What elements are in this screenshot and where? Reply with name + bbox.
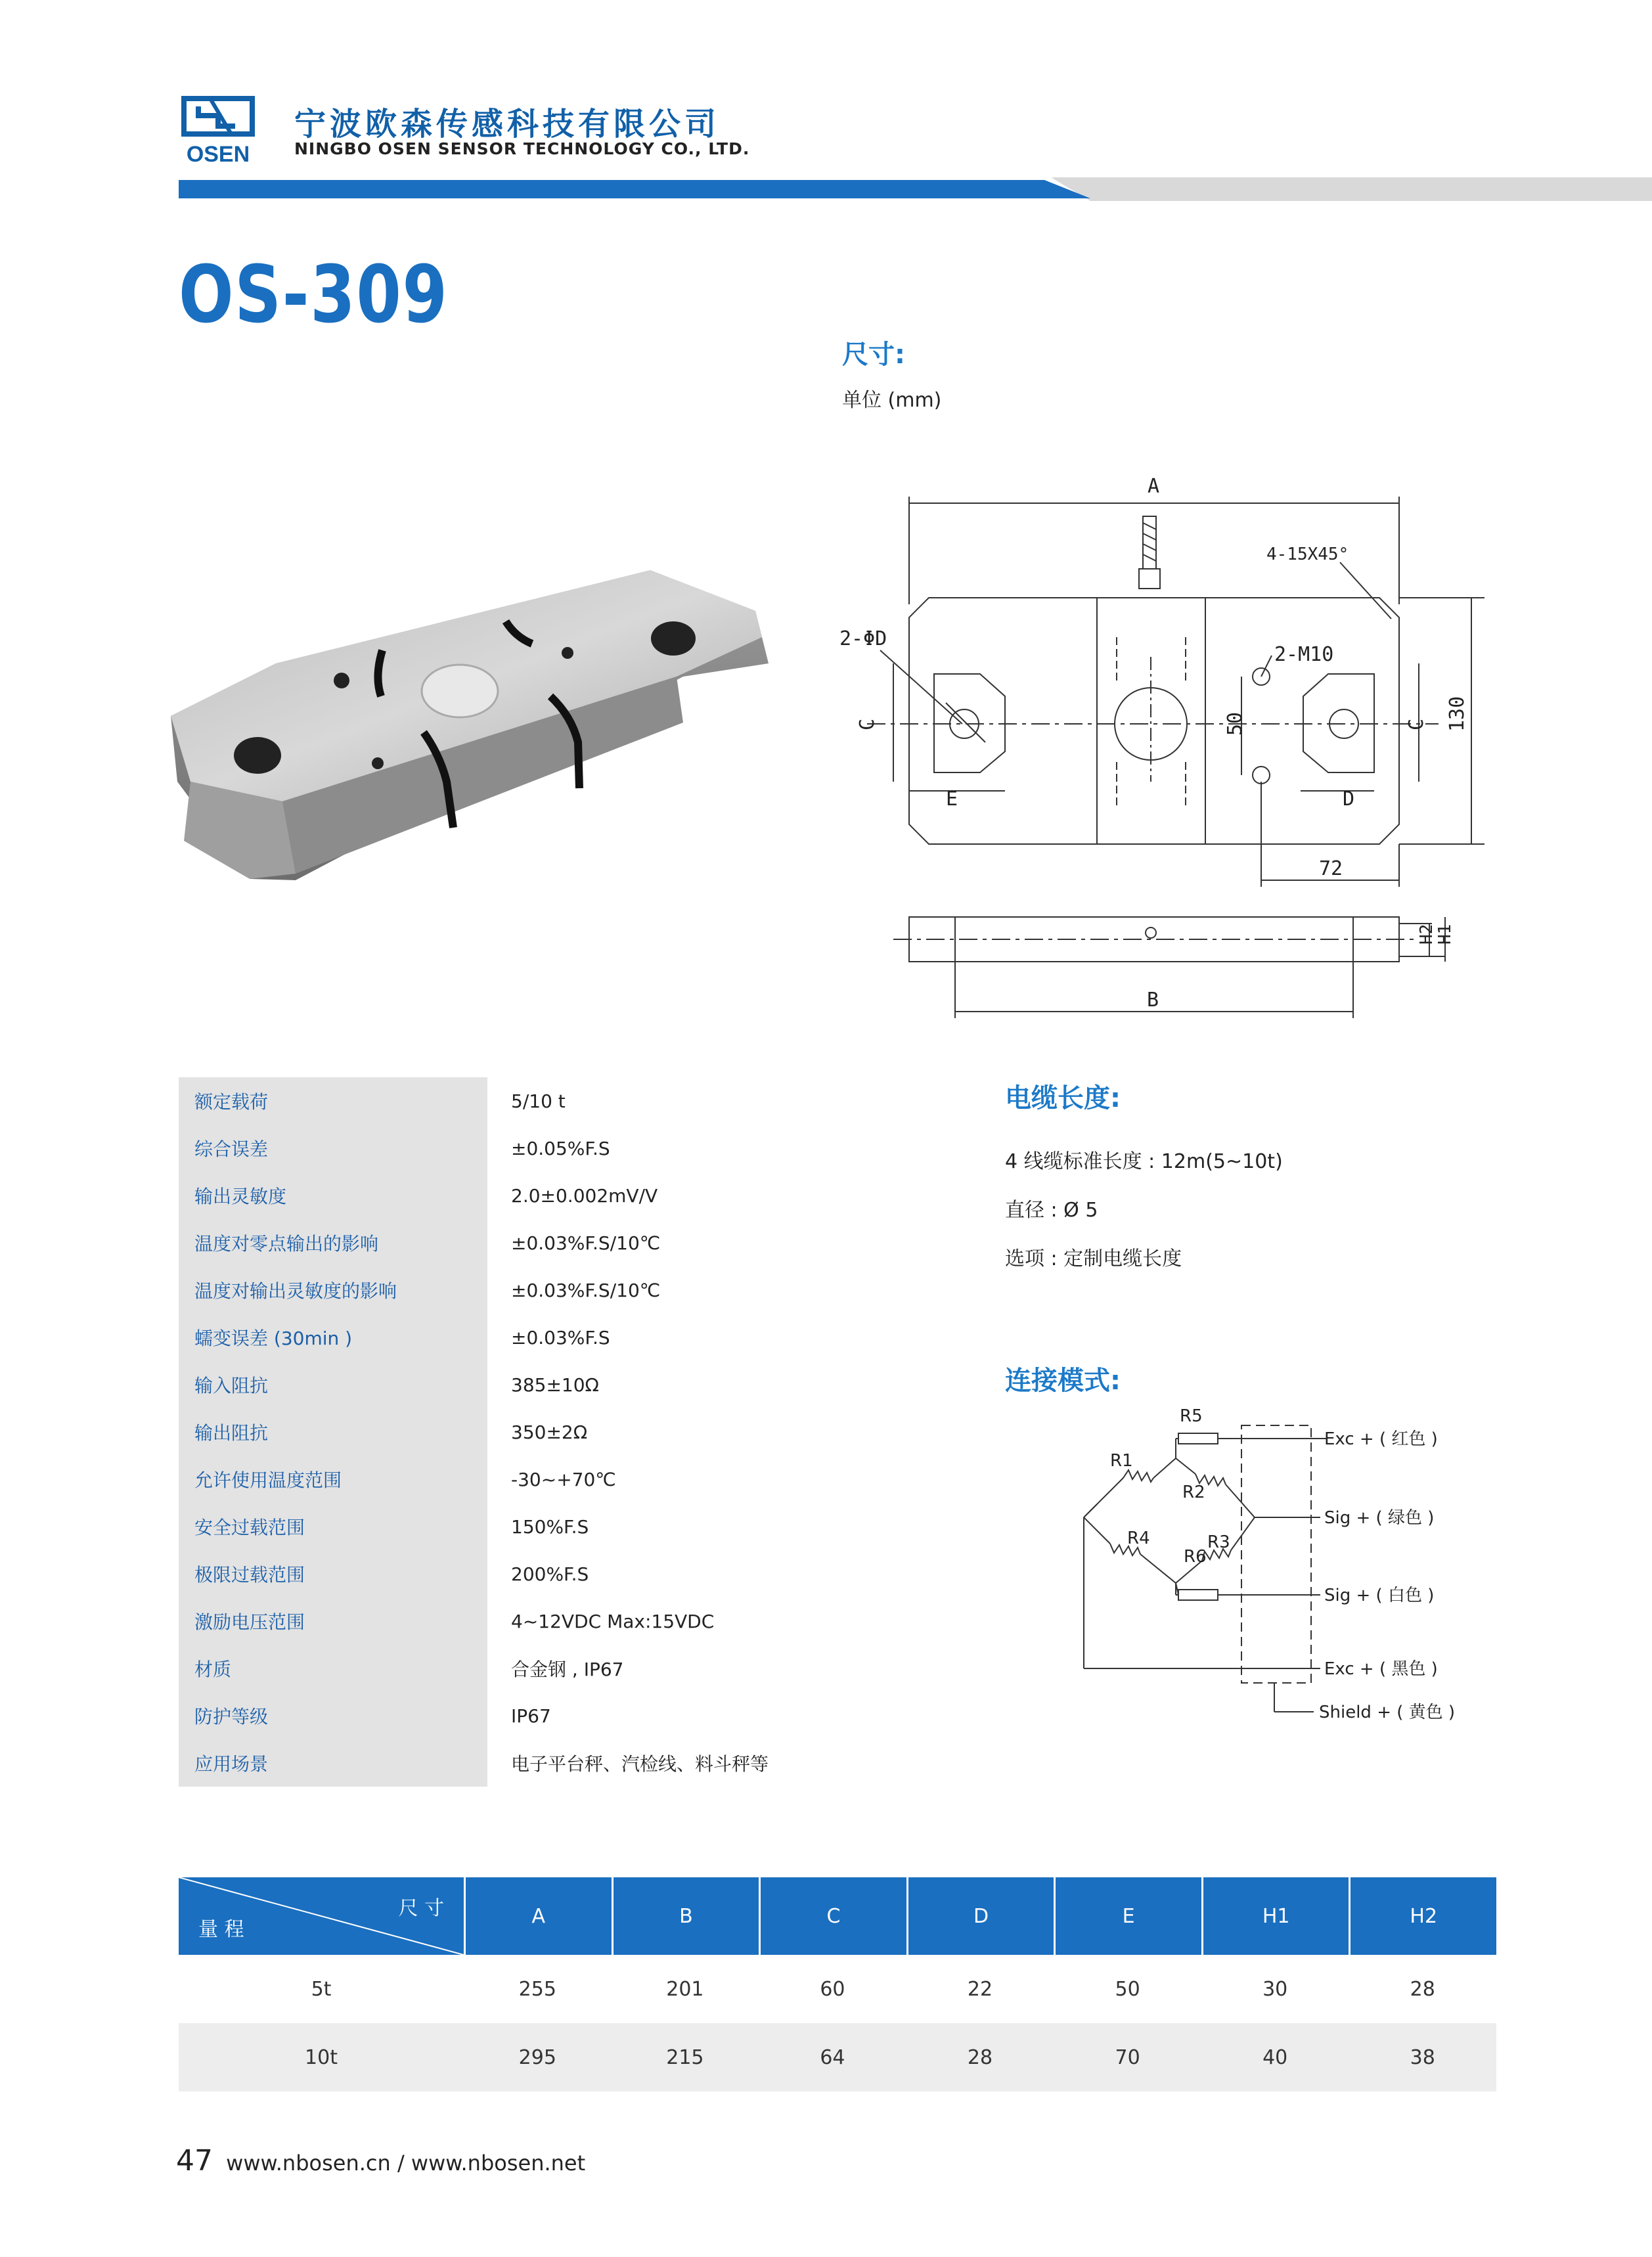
label-r3: R3 [1207, 1532, 1230, 1552]
spec-value: 2.0±0.002mV/V [511, 1184, 658, 1207]
dimensions-unit: 单位 (mm) [842, 389, 942, 412]
spec-row [179, 1550, 862, 1598]
footer-urls: www.nbosen.cn / www.nbosen.net [226, 2151, 586, 2176]
wiring-diagram [998, 1406, 1524, 1747]
table-cell: 215 [666, 2045, 704, 2069]
spec-row [179, 1314, 862, 1361]
label-m10: 2-M10 [1274, 643, 1334, 666]
spec-label: 极限过载范围 [179, 1550, 487, 1598]
cable-line: 选项 : 定制电缆长度 [1005, 1247, 1182, 1270]
label-a: A [1147, 475, 1160, 498]
spec-value: ±0.03%F.S/10℃ [511, 1279, 661, 1301]
spec-value: 合金钢 , IP67 [511, 1659, 624, 1680]
table-row [179, 2023, 1496, 2091]
spec-row [179, 1692, 862, 1739]
corner-top-label: 尺 寸 [398, 1897, 444, 1920]
spec-row [179, 1125, 862, 1172]
cable-title: 电缆长度: [1005, 1083, 1121, 1113]
spec-label: 激励电压范围 [179, 1598, 487, 1645]
company-name-en: NINGBO OSEN SENSOR TECHNOLOGY CO., LTD. [294, 139, 750, 158]
table-cell: 50 [1115, 1977, 1140, 2001]
spec-value: 电子平台秤、汽检线、料斗秤等 [511, 1753, 769, 1775]
company-name-cn: 宁波欧森传感科技有限公司 [294, 106, 721, 143]
label-e: E [946, 788, 958, 811]
label-exc-red: Exc + ( 红色 ) [1324, 1429, 1438, 1449]
label-d: D [1343, 788, 1355, 811]
spec-label: 输出灵敏度 [179, 1172, 487, 1219]
dimension-drawing [828, 473, 1504, 1031]
table-cell: 70 [1115, 2045, 1140, 2069]
logo-text: OSEN [186, 142, 250, 164]
label-sig-white: Sig + ( 白色 ) [1324, 1586, 1435, 1605]
label-r5: R5 [1180, 1406, 1203, 1426]
label-fifty: 50 [1224, 711, 1247, 736]
spec-value: 4~12VDC Max:15VDC [511, 1610, 715, 1632]
spec-label: 应用场景 [179, 1739, 487, 1787]
spec-label: 输入阻抗 [179, 1361, 487, 1408]
product-photo [164, 565, 775, 906]
label-h1: H1 [1435, 924, 1455, 945]
table-cell: 40 [1262, 2045, 1288, 2069]
range-cell: 5t [311, 1977, 332, 2001]
spec-label: 温度对零点输出的影响 [179, 1219, 487, 1266]
table-cell: 295 [518, 2045, 556, 2069]
spec-row [179, 1598, 862, 1645]
label-r6: R6 [1184, 1547, 1207, 1567]
model-title: OS-309 [179, 250, 449, 341]
spec-label: 蠕变误差 (30min ) [179, 1314, 487, 1361]
column-header: B [612, 1877, 759, 1955]
spec-row [179, 1219, 862, 1266]
spec-value: 200%F.S [511, 1563, 589, 1585]
spec-label: 温度对输出灵敏度的影响 [179, 1266, 487, 1314]
table-cell: 60 [820, 1977, 845, 2001]
spec-row [179, 1077, 862, 1125]
spec-label: 防护等级 [179, 1692, 487, 1739]
cable-section [1005, 1077, 1283, 1271]
column-header: H2 [1349, 1877, 1496, 1955]
spec-label: 综合误差 [179, 1125, 487, 1172]
label-chamfer: 4-15X45° [1266, 545, 1349, 564]
spec-row [179, 1503, 862, 1550]
label-one-thirty: 130 [1446, 696, 1469, 732]
table-cell: 28 [967, 2045, 993, 2069]
label-phi-d: 2-ΦD [839, 627, 887, 650]
column-header: E [1054, 1877, 1201, 1955]
spec-label: 输出阻抗 [179, 1408, 487, 1456]
spec-row [179, 1739, 862, 1787]
spec-value: ±0.05%F.S [511, 1137, 610, 1159]
dimensions-title: 尺寸: [842, 340, 905, 370]
table-cell: 28 [1410, 1977, 1435, 2001]
label-c-left: C [856, 718, 879, 730]
spec-value: 5/10 t [511, 1090, 566, 1112]
size-table-corner [179, 1877, 464, 1955]
cable-line: 直径 : Ø 5 [1005, 1199, 1098, 1222]
spec-value: 385±10Ω [511, 1374, 599, 1396]
spec-value: 350±2Ω [511, 1421, 588, 1443]
spec-row [179, 1456, 862, 1503]
table-cell: 201 [666, 1977, 704, 2001]
company-logo [179, 96, 257, 164]
wiring-title: 连接模式: [1005, 1366, 1121, 1396]
spec-value: ±0.03%F.S/10℃ [511, 1232, 661, 1254]
page-number: 47 [176, 2144, 213, 2178]
spec-row [179, 1172, 862, 1219]
spec-row [179, 1645, 862, 1692]
range-cell: 10t [305, 2045, 338, 2069]
spec-row [179, 1266, 862, 1314]
label-exc-black: Exc + ( 黑色 ) [1324, 1659, 1438, 1679]
table-cell: 30 [1262, 1977, 1288, 2001]
spec-table [179, 1077, 862, 1787]
spec-value: ±0.03%F.S [511, 1326, 610, 1349]
column-header: C [759, 1877, 906, 1955]
spec-label: 允许使用温度范围 [179, 1456, 487, 1503]
corner-bottom-label: 量 程 [198, 1918, 244, 1941]
label-r1: R1 [1110, 1451, 1133, 1471]
table-row [179, 1955, 1496, 2023]
size-table [179, 1877, 1496, 2091]
column-header: D [906, 1877, 1054, 1955]
label-r2: R2 [1182, 1483, 1205, 1502]
spec-label: 材质 [179, 1645, 487, 1692]
spec-value: IP67 [511, 1705, 551, 1727]
label-h2: H2 [1417, 924, 1437, 945]
size-table-header [179, 1877, 1496, 1955]
cable-line: 4 线缆标准长度 : 12m(5~10t) [1005, 1150, 1283, 1173]
table-cell: 64 [820, 2045, 845, 2069]
label-seventy-two: 72 [1319, 857, 1343, 880]
column-header: H1 [1201, 1877, 1349, 1955]
table-cell: 22 [967, 1977, 993, 2001]
table-cell: 255 [518, 1977, 556, 2001]
spec-row [179, 1408, 862, 1456]
spec-row [179, 1361, 862, 1408]
label-sig-green: Sig + ( 绿色 ) [1324, 1508, 1435, 1528]
label-c-right: C [1405, 718, 1428, 730]
label-r4: R4 [1127, 1529, 1150, 1548]
column-header: A [464, 1877, 612, 1955]
spec-label: 额定载荷 [179, 1077, 487, 1125]
spec-value: 150%F.S [511, 1515, 589, 1538]
header-band [0, 177, 1652, 201]
table-cell: 38 [1410, 2045, 1435, 2069]
spec-label: 安全过载范围 [179, 1503, 487, 1550]
footer [176, 2144, 585, 2178]
label-shield-yellow: Shield + ( 黄色 ) [1319, 1703, 1456, 1722]
spec-value: -30~+70℃ [511, 1468, 616, 1490]
label-b: B [1147, 989, 1159, 1012]
